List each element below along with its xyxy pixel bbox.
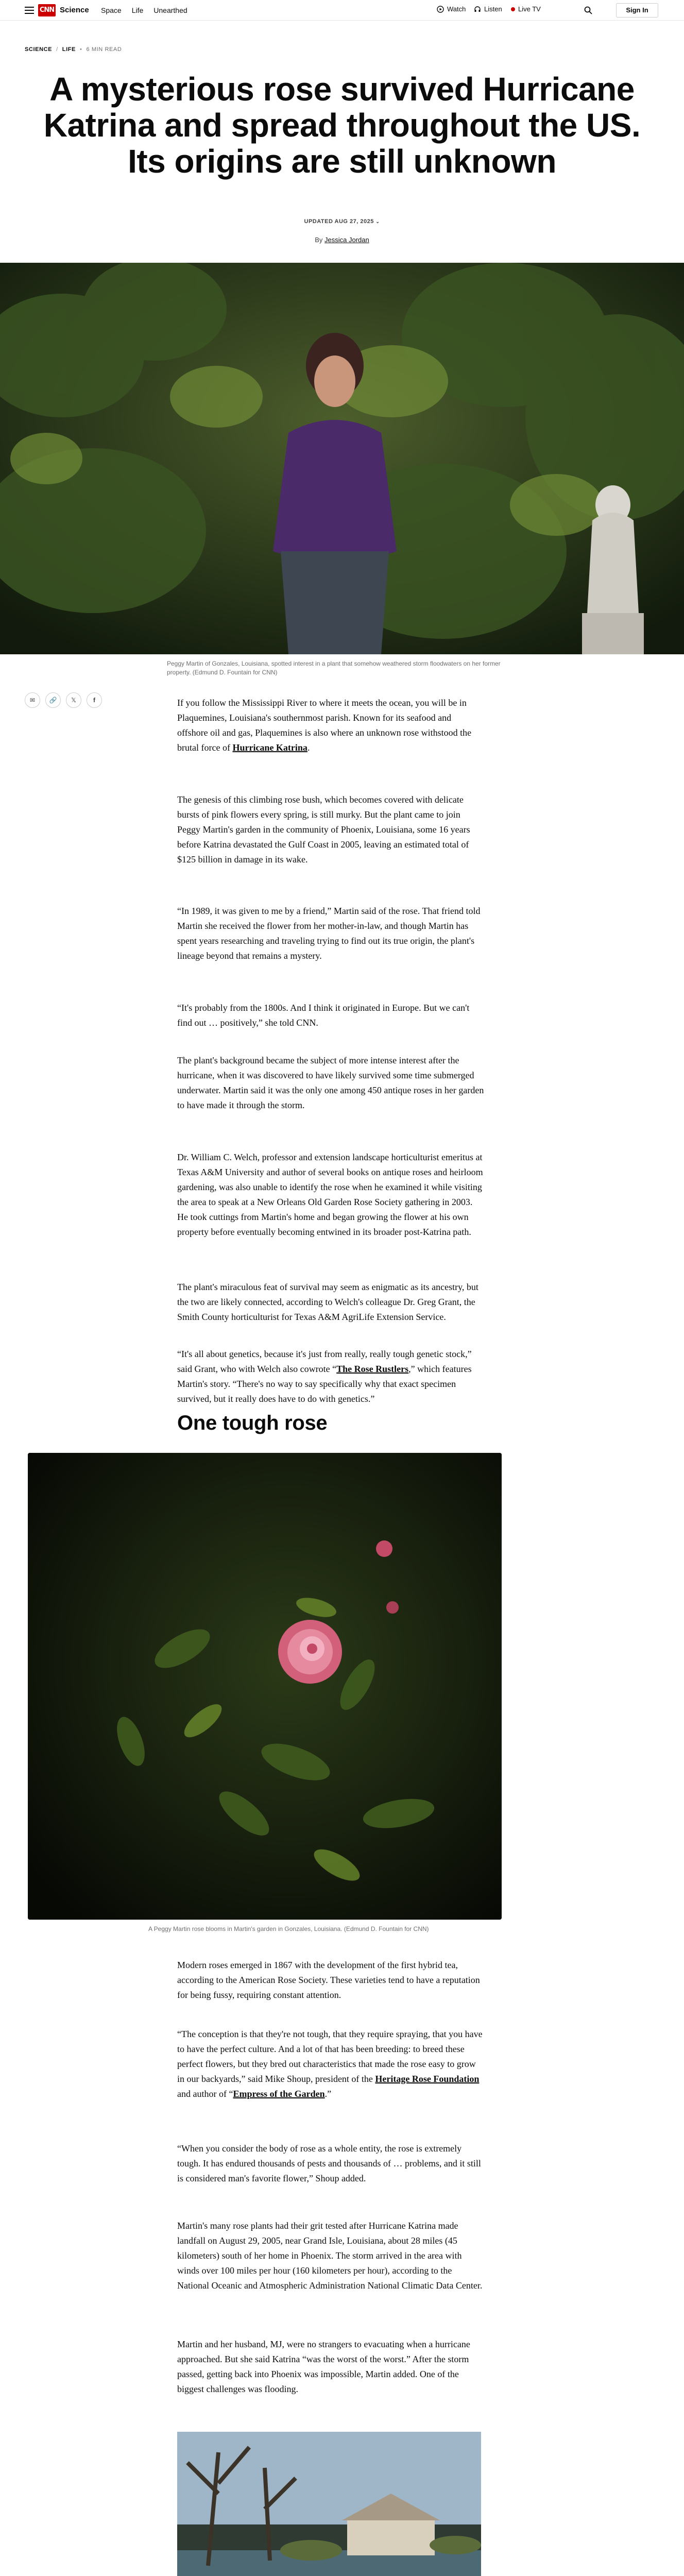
article-paragraph: “It's all about genetics, because it's just from really, really tough genetic stock,” said Grant, who with Welch also cowrote “The Rose Rustlers,” which features Martin's story. “There's no way to say specifically why that exact specimen survived, but it really does have to do with genetics.” <box>177 1349 472 1404</box>
read-time: 6 MIN READ <box>86 46 122 53</box>
article-paragraph: “In 1989, it was given to me by a friend,” Martin said of the rose. That friend told Martin she received the flower from her mother-in-law, and though Martin has spent years researching and traveling trying to find out its true origin, the plant's lineage beyond that remains a mystery. <box>177 906 481 961</box>
facebook-icon[interactable]: f <box>87 692 102 708</box>
watch-link[interactable] <box>437 5 466 13</box>
rose-rustlers-link[interactable]: The Rose Rustlers <box>336 1364 409 1374</box>
updated-timestamp: UPDATED AUG 27, 2025 ⌄ <box>304 218 380 225</box>
nav-item-life[interactable]: Life <box>131 6 144 14</box>
hurricane-katrina-link[interactable]: Hurricane Katrina <box>232 742 307 753</box>
flooded-home-photo <box>177 2432 481 2576</box>
hero-photo-caption: Peggy Martin of Gonzales, Louisiana, spotted interest in a plant that somehow weathered storm floodwaters on her former property. (Edmund D. Fountain for CNN) <box>167 660 501 676</box>
section-nav <box>101 6 187 14</box>
author-link[interactable]: Jessica Jordan <box>324 236 369 244</box>
byline: By Jessica Jordan <box>315 236 369 244</box>
breadcrumb-separator: / <box>56 46 58 53</box>
section-title[interactable]: Science <box>60 6 89 14</box>
article-paragraph: “The conception is that they're not tough, that they require spraying, that you have to have the perfect culture. And a lot of that has been breeding: to breed these perfect flowers, but they bred out characteristics that made the rose easy to grow in our backyards,” said Mike Shoup, president of the Heritage Rose Foundation and author of “Empress of the Garden.” <box>177 2029 483 2099</box>
article-paragraph: The genesis of this climbing rose bush, which becomes covered with delicate bursts of pink flowers every spring, is still murky. But the plant came to join Peggy Martin's garden in the community of Phoenix, Louisiana, some 16 years before Katrina devastated the Gulf Coast in 2005, leaving an estimated total of $125 billion in damage in its wake. <box>177 794 470 865</box>
article-paragraph: The plant's miraculous feat of survival may seem as enigmatic as its ancestry, but the two are likely connected, according to Welch's colleague Dr. Greg Grant, the Smith County horticulturist for Texas A&M AgriLife Extension Service. <box>177 1282 478 1322</box>
article-paragraph: The plant's background became the subject of more intense interest after the hurricane, when it was discovered to have likely survived some time submerged underwater. Martin said it was the only one among 450 antique roses in her garden to have made it through the storm. <box>177 1055 484 1110</box>
breadcrumb-section[interactable]: SCIENCE <box>25 46 53 53</box>
breadcrumb-sub[interactable]: LIFE <box>62 46 76 53</box>
breadcrumb <box>25 46 122 53</box>
live-tv-link[interactable] <box>511 5 541 13</box>
listen-link[interactable] <box>474 5 502 13</box>
rose-photo <box>28 1453 502 1920</box>
listen-label: Listen <box>484 5 502 13</box>
article-paragraph: Martin and her husband, MJ, were no strangers to evacuating when a hurricane approached. But she said Katrina “was the worst of the worst.” After the storm passed, getting back into Phoenix was impossible, Martin added. One of the biggest challenges was flooding. <box>177 2339 470 2394</box>
headphones-icon <box>474 6 481 13</box>
search-icon[interactable] <box>584 6 592 14</box>
section-heading-one-tough-rose: One tough rose <box>177 1412 328 1434</box>
hero-photo <box>0 263 684 654</box>
x-icon[interactable]: 𝕏 <box>66 692 81 708</box>
menu-icon[interactable] <box>25 7 34 14</box>
top-nav-bar <box>0 0 684 21</box>
live-tv-label: Live TV <box>518 5 541 13</box>
nav-item-unearthed[interactable]: Unearthed <box>153 6 187 14</box>
article-paragraph: Dr. William C. Welch, professor and extension landscape horticulturist emeritus at Texas A&M University and author of several books on antique roses and heirloom gardening, was also unable to identify the rose when he examined it while visiting the area to speak at a New Orleans Old Garden Rose Society gathering in 2003. He took cuttings from Martin's home and began growing the flower at his own property before eventually becoming entwined in its broader post-Katrina path. <box>177 1152 483 1237</box>
article-paragraph: “It's probably from the 1800s. And I think it originated in Europe. But we can't find out … positively,” she told CNN. <box>177 1003 470 1028</box>
article-paragraph: If you follow the Mississippi River to where it meets the ocean, you will be in Plaquemines, Louisiana's southernmost parish. Known for its seafood and offshore oil and gas, Plaquemines is also where an unknown rose withstood the brutal force of Hurricane Katrina. <box>177 698 472 753</box>
nav-item-space[interactable]: Space <box>101 6 122 14</box>
dot-separator: • <box>80 46 82 53</box>
article-paragraph: Modern roses emerged in 1867 with the development of the first hybrid tea, according to the American Rose Society. These varieties tend to have a reputation for being fussy, requiring constant attention. <box>177 1960 480 2000</box>
article-paragraph: “When you consider the body of rose as a whole entity, the rose is extremely tough. It has endured thousands of pests and thousands of … problems, and it still is considered man's favorite flower,” Shoup added. <box>177 2143 481 2183</box>
cnn-logo[interactable]: CNN <box>38 4 56 16</box>
article-paragraph: Martin's many rose plants had their grit tested after Hurricane Katrina made landfall on August 29, 2005, near Grand Isle, Louisiana, about 28 miles (45 kilometers) south of her home in Phoenix. The storm arrived in the area with winds over 100 miles per hour (160 kilometers per hour), according to the National Oceanic and Atmospheric Administration National Climatic Data Center. <box>177 2221 483 2291</box>
watch-label: Watch <box>447 5 466 13</box>
sign-in-button[interactable]: Sign In <box>616 3 658 18</box>
page-title: A mysterious rose survived Hurricane Katrina and spread throughout the US. Its origins are still unknown <box>43 71 641 180</box>
rose-photo-caption: A Peggy Martin rose blooms in Martin's garden in Gonzales, Louisiana. (Edmund D. Fountain for CNN) <box>148 1925 429 1933</box>
heritage-rose-foundation-link[interactable]: Heritage Rose Foundation <box>375 2074 480 2084</box>
link-icon[interactable]: 🔗 <box>45 692 61 708</box>
empress-of-the-garden-link[interactable]: Empress of the Garden <box>233 2089 325 2099</box>
watch-icon <box>437 6 444 13</box>
live-dot-icon <box>511 7 515 11</box>
mail-icon[interactable]: ✉ <box>25 692 40 708</box>
